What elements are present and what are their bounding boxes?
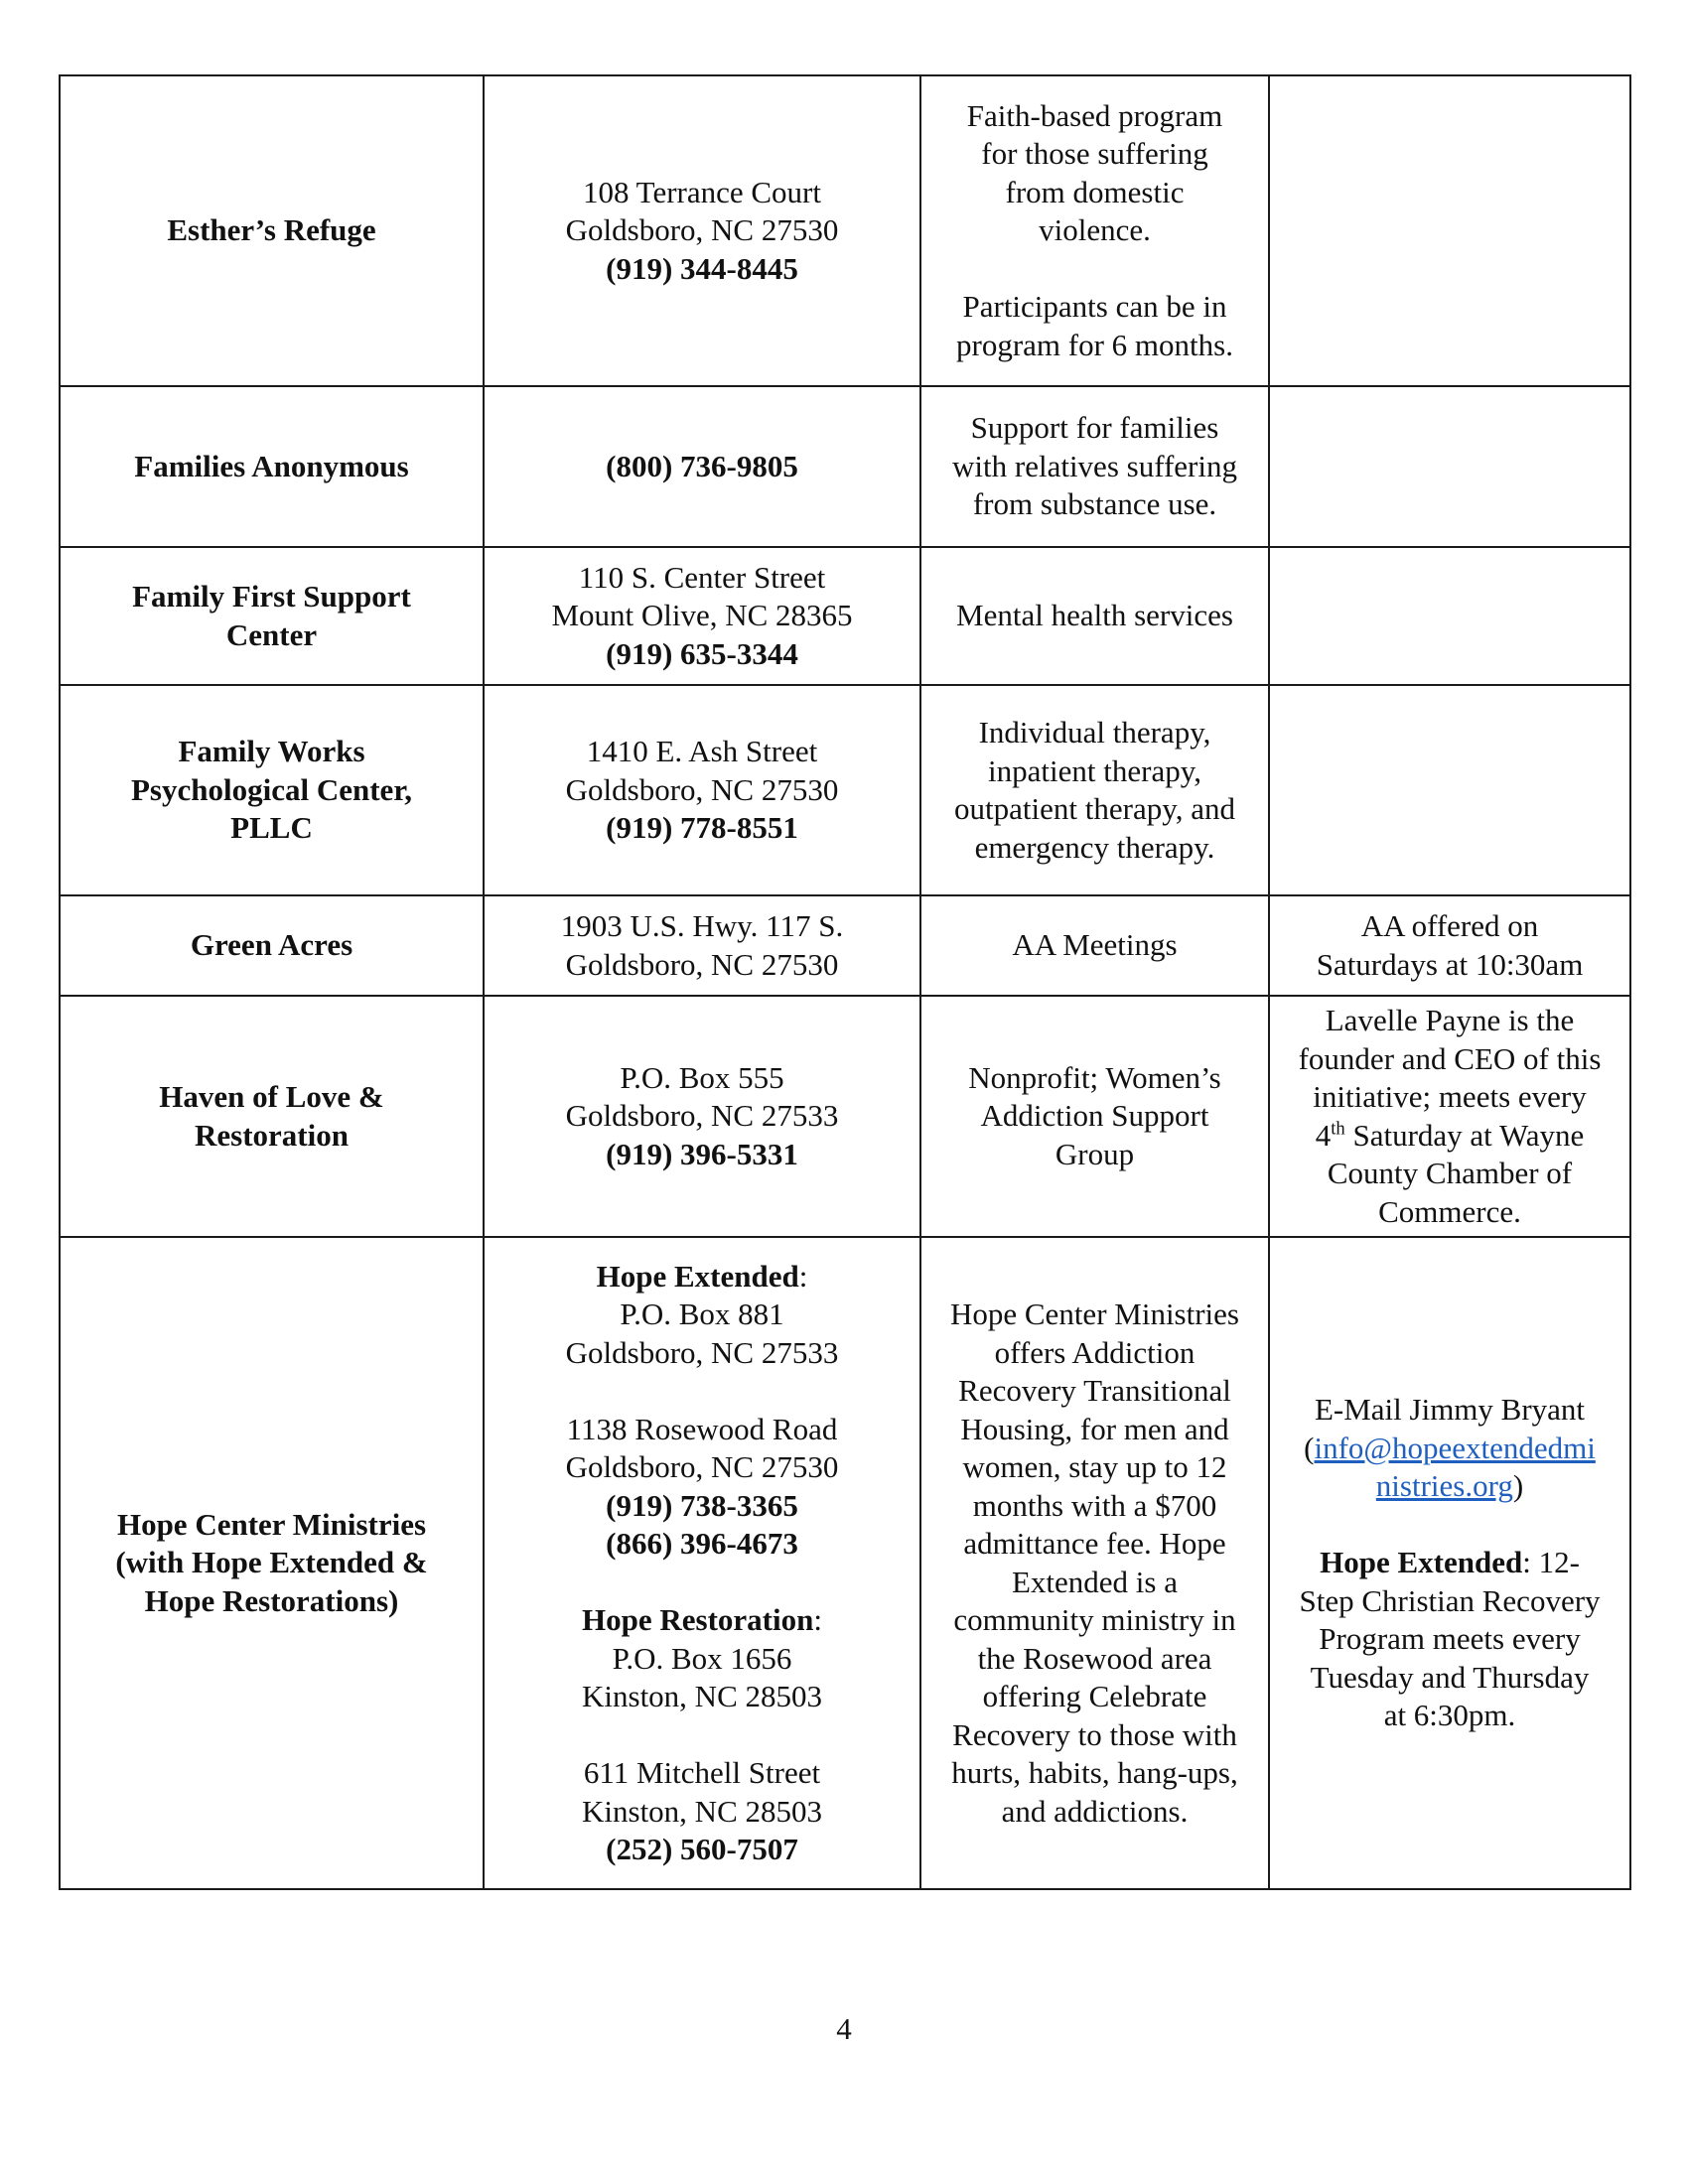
notes-text: Saturday at Wayne bbox=[1344, 1117, 1585, 1153]
address-line: 1138 Rosewood Road bbox=[566, 1411, 838, 1446]
email-link[interactable]: info@hopeextendedmi bbox=[1314, 1430, 1596, 1465]
hope-extended-label: Hope Extended bbox=[1320, 1545, 1523, 1580]
notes-cell bbox=[1269, 547, 1630, 685]
org-name-cell bbox=[60, 1237, 484, 1889]
phone-number: (866) 396-4673 bbox=[606, 1526, 798, 1561]
address-line: Kinston, NC 28503 bbox=[582, 1793, 822, 1829]
org-name-cell bbox=[60, 685, 484, 895]
services-line: Recovery to those with bbox=[952, 1716, 1237, 1752]
org-name-line: Restoration bbox=[195, 1117, 349, 1153]
services-line: from domestic bbox=[1005, 174, 1185, 209]
phone-number: (919) 396-5331 bbox=[606, 1136, 798, 1171]
ordinal-number: 4 bbox=[1315, 1117, 1332, 1153]
notes-line bbox=[1284, 1544, 1616, 1582]
table-row bbox=[60, 895, 1630, 996]
services-line: Participants can be in bbox=[962, 289, 1227, 325]
org-name-cell bbox=[60, 75, 484, 386]
label-colon: : bbox=[798, 1258, 808, 1294]
phone-number: (919) 778-8551 bbox=[606, 810, 798, 846]
org-name-cell bbox=[60, 996, 484, 1237]
notes-line bbox=[1284, 1467, 1616, 1506]
services-line: AA Meetings bbox=[1012, 927, 1178, 963]
services-line: community ministry in bbox=[953, 1602, 1236, 1637]
services-line: women, stay up to 12 bbox=[962, 1449, 1227, 1484]
org-name-line: Family First Support bbox=[132, 579, 411, 614]
services-line: outpatient therapy, and bbox=[954, 791, 1235, 826]
notes-cell bbox=[1269, 386, 1630, 547]
notes-cell bbox=[1269, 75, 1630, 386]
services-cell bbox=[920, 685, 1269, 895]
notes-line: AA offered on bbox=[1360, 908, 1539, 943]
address-line: 108 Terrance Court bbox=[582, 174, 821, 209]
email-link[interactable]: nistries.org bbox=[1375, 1468, 1513, 1504]
services-cell bbox=[920, 386, 1269, 547]
services-line: offering Celebrate bbox=[982, 1679, 1207, 1713]
notes-line bbox=[1284, 1117, 1616, 1156]
services-line: from substance use. bbox=[972, 486, 1217, 522]
services-line: months with a $700 bbox=[972, 1487, 1217, 1523]
address-cell bbox=[484, 996, 920, 1237]
services-line: with relatives suffering bbox=[952, 448, 1237, 483]
address-cell bbox=[484, 75, 920, 386]
services-line: Individual therapy, bbox=[978, 715, 1211, 750]
notes-cell bbox=[1269, 996, 1630, 1237]
phone-number: (919) 635-3344 bbox=[606, 635, 798, 671]
org-name: Green Acres bbox=[190, 927, 353, 963]
table-row bbox=[60, 685, 1630, 895]
notes-line: Tuesday and Thursday bbox=[1310, 1659, 1590, 1695]
services-line: Mental health services bbox=[956, 598, 1233, 633]
address-line: Mount Olive, NC 28365 bbox=[551, 598, 853, 633]
address-line: Goldsboro, NC 27530 bbox=[565, 212, 839, 248]
address-cell bbox=[484, 547, 920, 685]
address-cell bbox=[484, 685, 920, 895]
services-line: for those suffering bbox=[981, 136, 1208, 172]
address-heading bbox=[498, 1258, 906, 1297]
notes-line: E-Mail Jimmy Bryant bbox=[1314, 1392, 1586, 1428]
services-line: Nonprofit; Women’s bbox=[968, 1059, 1221, 1095]
table-row bbox=[60, 75, 1630, 386]
services-cell bbox=[920, 547, 1269, 685]
ordinal-suffix: th bbox=[1331, 1118, 1345, 1140]
table-row bbox=[60, 996, 1630, 1237]
address-line: Goldsboro, NC 27530 bbox=[565, 771, 839, 807]
phone-number: (919) 344-8445 bbox=[606, 250, 798, 286]
address-line: Goldsboro, NC 27533 bbox=[565, 1098, 839, 1134]
notes-line: at 6:30pm. bbox=[1383, 1698, 1516, 1733]
org-name-line: PLLC bbox=[230, 810, 313, 846]
address-cell bbox=[484, 895, 920, 996]
services-cell bbox=[920, 75, 1269, 386]
org-name-line: Center bbox=[225, 616, 318, 652]
label-colon: : bbox=[813, 1602, 822, 1637]
services-cell bbox=[920, 895, 1269, 996]
services-line: program for 6 months. bbox=[956, 327, 1233, 362]
services-cell bbox=[920, 1237, 1269, 1889]
notes-line: Program meets every bbox=[1319, 1621, 1581, 1657]
notes-line: Step Christian Recovery bbox=[1299, 1582, 1601, 1618]
notes-cell bbox=[1269, 895, 1630, 996]
org-name-line: Hope Restorations) bbox=[144, 1582, 399, 1618]
paren: ( bbox=[1304, 1430, 1315, 1465]
table-row bbox=[60, 547, 1630, 685]
address-cell bbox=[484, 386, 920, 547]
notes-line: founder and CEO of this bbox=[1298, 1040, 1602, 1076]
hope-restoration-label: Hope Restoration bbox=[582, 1602, 814, 1637]
org-name: Esther’s Refuge bbox=[167, 212, 376, 248]
address-line: P.O. Box 555 bbox=[620, 1059, 784, 1095]
services-line: emergency therapy. bbox=[974, 829, 1215, 865]
services-line: the Rosewood area bbox=[977, 1640, 1212, 1676]
notes-line bbox=[1284, 1430, 1616, 1468]
resource-directory-table bbox=[59, 74, 1631, 1890]
address-cell bbox=[484, 1237, 920, 1889]
org-name: Families Anonymous bbox=[134, 448, 409, 483]
phone-number: (800) 736-9805 bbox=[606, 448, 798, 483]
notes-line: Saturdays at 10:30am bbox=[1316, 946, 1584, 982]
services-line: Housing, for men and bbox=[960, 1411, 1229, 1446]
org-name-line: Psychological Center, bbox=[131, 771, 412, 807]
notes-line: initiative; meets every bbox=[1313, 1079, 1587, 1114]
address-line: 1903 U.S. Hwy. 117 S. bbox=[560, 908, 844, 943]
services-line: inpatient therapy, bbox=[988, 752, 1201, 788]
org-name-line: Haven of Love & bbox=[159, 1079, 384, 1114]
services-line: and addictions. bbox=[1001, 1793, 1189, 1829]
services-line: Support for families bbox=[970, 410, 1219, 446]
address-line: Goldsboro, NC 27533 bbox=[565, 1334, 839, 1370]
notes-text: : 12- bbox=[1522, 1545, 1580, 1580]
org-name-cell bbox=[60, 547, 484, 685]
notes-cell bbox=[1269, 685, 1630, 895]
org-name-line: (with Hope Extended & bbox=[115, 1545, 428, 1580]
org-name-cell bbox=[60, 386, 484, 547]
notes-line: County Chamber of bbox=[1327, 1156, 1573, 1190]
services-cell bbox=[920, 996, 1269, 1237]
services-line: admittance fee. Hope bbox=[963, 1526, 1226, 1561]
services-line: Recovery Transitional bbox=[958, 1373, 1231, 1408]
address-line: Goldsboro, NC 27530 bbox=[565, 946, 839, 982]
phone-number: (919) 738-3365 bbox=[606, 1487, 798, 1523]
org-name-line: Family Works bbox=[178, 734, 365, 769]
address-line: Kinston, NC 28503 bbox=[582, 1679, 822, 1713]
page-number: 4 bbox=[836, 2011, 852, 2046]
address-line: P.O. Box 1656 bbox=[612, 1640, 792, 1676]
services-line: Addiction Support bbox=[980, 1098, 1209, 1134]
services-line: violence. bbox=[1039, 212, 1151, 248]
services-line: Hope Center Ministries bbox=[949, 1297, 1239, 1331]
services-line: Extended is a bbox=[1011, 1564, 1178, 1599]
org-name-line: Hope Center Ministries bbox=[116, 1506, 427, 1542]
services-line: hurts, habits, hang-ups, bbox=[951, 1755, 1238, 1790]
phone-number: (252) 560-7507 bbox=[606, 1832, 798, 1866]
hope-extended-label: Hope Extended bbox=[596, 1258, 799, 1294]
address-line: Goldsboro, NC 27530 bbox=[565, 1449, 839, 1484]
address-line: 611 Mitchell Street bbox=[583, 1755, 821, 1790]
services-line: offers Addiction bbox=[994, 1334, 1196, 1370]
address-line: 1410 E. Ash Street bbox=[586, 734, 818, 769]
table-row bbox=[60, 386, 1630, 547]
address-line: P.O. Box 881 bbox=[620, 1297, 784, 1331]
org-name-cell bbox=[60, 895, 484, 996]
notes-line: Commerce. bbox=[1378, 1193, 1521, 1229]
paren: ) bbox=[1512, 1468, 1524, 1504]
notes-line: Lavelle Payne is the bbox=[1325, 1003, 1575, 1037]
services-line: Group bbox=[1055, 1136, 1135, 1171]
services-line: Faith-based program bbox=[966, 97, 1223, 133]
address-heading bbox=[498, 1601, 906, 1640]
notes-cell bbox=[1269, 1237, 1630, 1889]
address-line: 110 S. Center Street bbox=[578, 559, 826, 595]
table-row bbox=[60, 1237, 1630, 1889]
